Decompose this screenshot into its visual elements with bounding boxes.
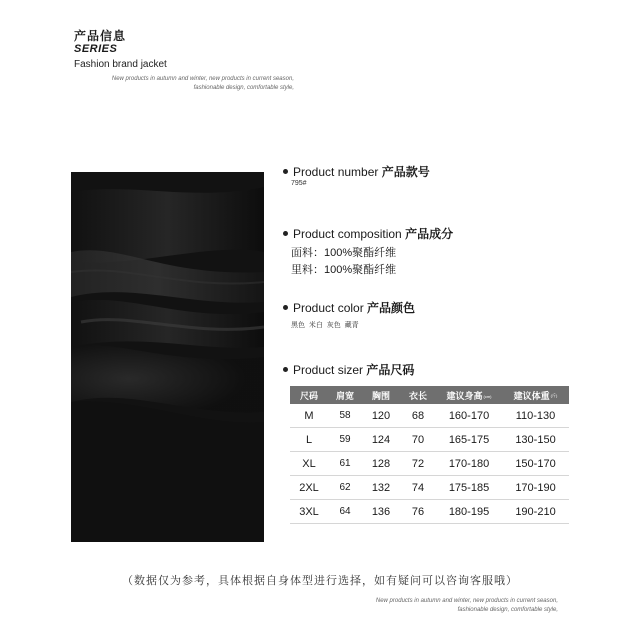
cell-size: M: [290, 404, 328, 428]
weight-unit: (斤): [550, 393, 558, 399]
table-row: [290, 404, 569, 428]
cell-chest: 128: [362, 452, 400, 476]
color-values: 黑色 米白 灰色 藏青: [291, 322, 359, 329]
product-number-heading: [283, 163, 430, 180]
cell-weight: 190-210: [502, 500, 569, 524]
cell-height: 175-185: [436, 476, 502, 500]
cell-length: 68: [400, 404, 436, 428]
footer-desc-line1: New products in autumn and winter, new products in current season,: [375, 598, 558, 604]
col-header-weight-label: 建议体重: [513, 390, 550, 401]
cell-chest: 120: [362, 404, 400, 428]
composition-lining: 里料：100%聚酯纤维: [291, 264, 397, 276]
col-header-shoulder: 肩宽: [328, 386, 362, 404]
cell-size: 2XL: [290, 476, 328, 500]
heading-cn: 产品颜色: [367, 301, 416, 315]
bullet-icon: [283, 169, 288, 174]
fabric-illustration: [71, 172, 264, 542]
subtitle: Fashion brand jacket: [74, 59, 167, 70]
cell-weight: 110-130: [502, 404, 569, 428]
col-header-length: 衣长: [400, 386, 436, 404]
col-header-weight: [502, 386, 569, 404]
height-unit: (cm): [483, 393, 492, 399]
header-desc-line1: New products in autumn and winter, new products in current season,: [111, 76, 294, 82]
col-header-size: 尺码: [290, 386, 328, 404]
footer-description: [340, 597, 558, 615]
cell-shoulder: 64: [328, 500, 362, 524]
cell-height: 180-195: [436, 500, 502, 524]
composition-surface: 面料：100%聚酯纤维: [291, 247, 397, 259]
cell-chest: 124: [362, 428, 400, 452]
cell-length: 76: [400, 500, 436, 524]
heading-cn: 产品成分: [405, 227, 454, 241]
fabric-photo: [71, 172, 264, 542]
col-header-height-label: 建议身高: [446, 390, 483, 401]
table-row: [290, 500, 569, 524]
cell-chest: 132: [362, 476, 400, 500]
cell-length: 72: [400, 452, 436, 476]
cell-weight: 150-170: [502, 452, 569, 476]
color-heading: [283, 299, 415, 316]
size-heading: [283, 361, 414, 378]
cell-size: L: [290, 428, 328, 452]
col-header-chest: 胸围: [362, 386, 400, 404]
series-label: SERIES: [74, 43, 118, 55]
page-title: 产品信息: [74, 29, 127, 43]
cell-chest: 136: [362, 500, 400, 524]
bullet-icon: [283, 367, 288, 372]
heading-cn: 产品款号: [381, 165, 430, 179]
cell-shoulder: 61: [328, 452, 362, 476]
table-row: [290, 452, 569, 476]
table-row: [290, 476, 569, 500]
footer-desc-line2: fashionable design, comfortable style,: [457, 607, 558, 613]
cell-height: 165-175: [436, 428, 502, 452]
cell-size: 3XL: [290, 500, 328, 524]
cell-weight: 130-150: [502, 428, 569, 452]
size-table-header: [290, 386, 569, 404]
cell-length: 70: [400, 428, 436, 452]
header-description: [74, 75, 294, 93]
col-header-height: [436, 386, 502, 404]
heading-en: Product composition: [293, 227, 402, 241]
heading-cn: 产品尺码: [366, 363, 415, 377]
heading-en: Product number: [293, 165, 379, 179]
size-table: [290, 386, 569, 524]
cell-height: 170-180: [436, 452, 502, 476]
cell-shoulder: 58: [328, 404, 362, 428]
header-desc-line2: fashionable design, comfortable style,: [193, 85, 294, 91]
heading-en: Product sizer: [293, 363, 364, 377]
cell-size: XL: [290, 452, 328, 476]
cell-height: 160-170: [436, 404, 502, 428]
cell-shoulder: 62: [328, 476, 362, 500]
heading-en: Product color: [293, 301, 364, 315]
bullet-icon: [283, 231, 288, 236]
composition-heading: [283, 225, 453, 242]
reference-note: （数据仅为参考，具体根据自身体型进行选择，如有疑问可以咨询客服哦）: [122, 575, 518, 587]
bullet-icon: [283, 305, 288, 310]
cell-length: 74: [400, 476, 436, 500]
cell-weight: 170-190: [502, 476, 569, 500]
product-number-value: 795#: [291, 180, 307, 187]
table-row: [290, 428, 569, 452]
cell-shoulder: 59: [328, 428, 362, 452]
